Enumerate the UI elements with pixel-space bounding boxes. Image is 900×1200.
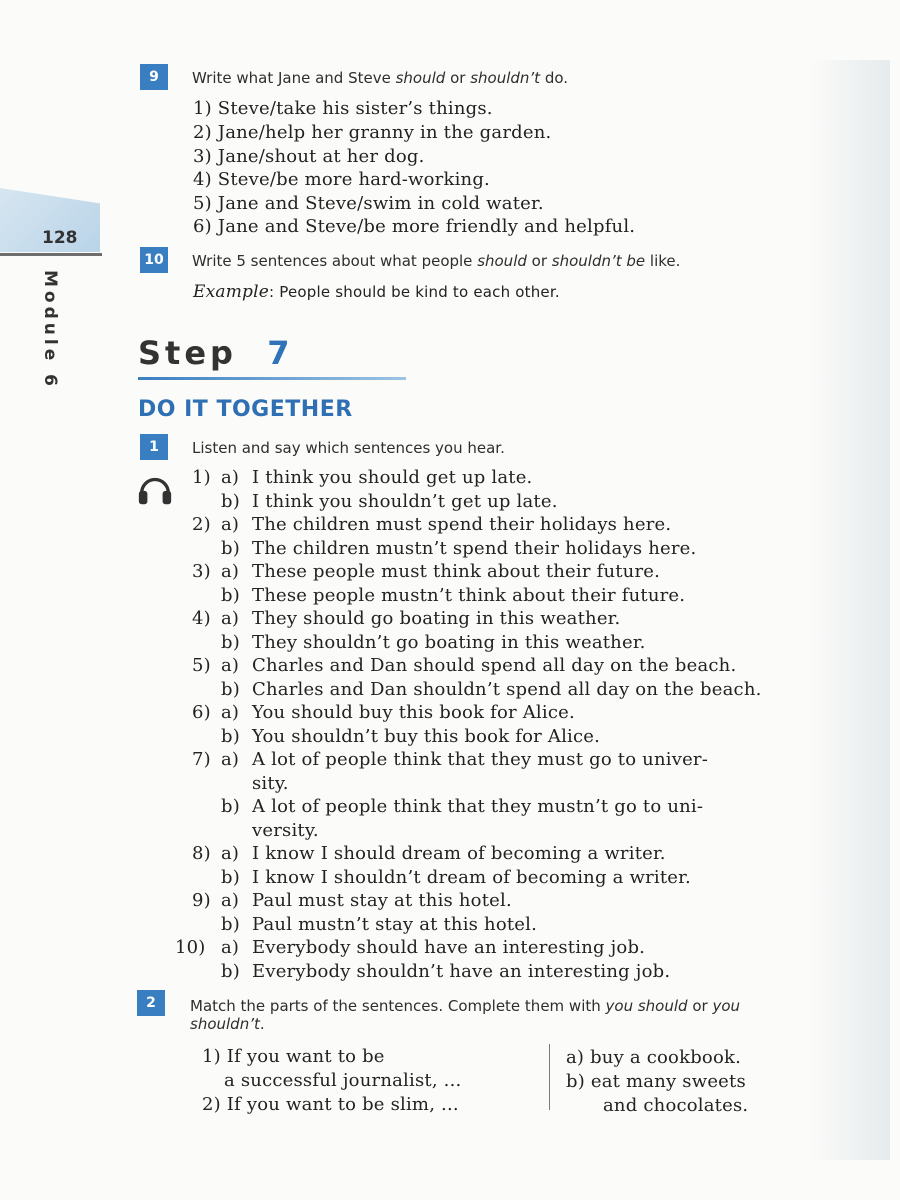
exercise-1-instruction: Listen and say which sentences you hear. — [192, 439, 505, 457]
page-number: 128 — [42, 228, 78, 248]
option-label: a) — [221, 843, 240, 864]
option-label: b) — [221, 491, 240, 512]
exercise-9-item: 1) Steve/take his sister’s things. — [193, 98, 493, 119]
item-number: 5) — [192, 655, 211, 676]
instr-em: shouldn’t be — [551, 252, 646, 270]
section-title: DO IT TOGETHER — [138, 397, 353, 422]
sentence-text: Charles and Dan shouldn’t spend all day on the beach. — [252, 679, 762, 700]
instr-em: should — [395, 69, 446, 87]
option-label: b) — [221, 679, 240, 700]
item-number: 6) — [192, 702, 211, 723]
column-divider — [549, 1044, 550, 1110]
option-label: a) — [221, 561, 240, 582]
instr-text: do. — [540, 69, 569, 87]
sentence-text: They should go boating in this weather. — [252, 608, 621, 629]
instr-em: shouldn’t — [470, 69, 541, 87]
exercise-10-instruction — [192, 252, 680, 270]
sentence-text: versity. — [252, 820, 319, 841]
instr-em: you should — [605, 997, 688, 1015]
sentence-text: Charles and Dan should spend all day on the beach. — [252, 655, 737, 676]
step-underline — [138, 377, 406, 380]
exercise-10-number: 10 — [140, 247, 168, 273]
instr-text: . — [259, 1015, 265, 1033]
sentence-text: These people mustn’t think about their future. — [252, 585, 686, 606]
sentence-text: You should buy this book for Alice. — [252, 702, 575, 723]
step-title — [138, 334, 294, 372]
exercise-10-example — [193, 282, 560, 302]
instr-text: like. — [645, 252, 681, 270]
sentence-text: The children mustn’t spend their holidays here. — [252, 538, 697, 559]
sentence-text: You shouldn’t buy this book for Alice. — [252, 726, 601, 747]
sentence-text: These people must think about their future. — [252, 561, 661, 582]
option-label: a) — [221, 514, 240, 535]
exercise-9-item: 2) Jane/help her granny in the garden. — [193, 122, 552, 143]
item-number: 3) — [192, 561, 211, 582]
exercise-1-number: 1 — [140, 434, 168, 460]
option-label: b) — [221, 632, 240, 653]
option-label: b) — [221, 585, 240, 606]
sentence-text: They shouldn’t go boating in this weather. — [252, 632, 646, 653]
instr-text: Match the parts of the sentences. Complete them with — [190, 997, 606, 1015]
exercise-2-right-part: and chocolates. — [603, 1095, 749, 1116]
sentence-text: A lot of people think that they must go to univer- — [252, 749, 709, 770]
bleed-through-shadow — [810, 60, 890, 1160]
exercise-2-left-part: a successful journalist, ... — [224, 1070, 462, 1091]
exercise-9-item: 4) Steve/be more hard-working. — [193, 169, 490, 190]
item-number: 8) — [192, 843, 211, 864]
example-label: Example — [193, 282, 270, 302]
exercise-9-item: 5) Jane and Steve/swim in cold water. — [193, 193, 544, 214]
tab-rule — [0, 253, 102, 256]
item-number: 7) — [192, 749, 211, 770]
sentence-text: Paul must stay at this hotel. — [252, 890, 512, 911]
exercise-9-number: 9 — [140, 64, 168, 90]
exercise-2-number: 2 — [137, 990, 165, 1016]
step-number: 7 — [267, 334, 294, 372]
sentence-text: The children must spend their holidays here. — [252, 514, 672, 535]
option-label: a) — [221, 890, 240, 911]
option-label: b) — [221, 961, 240, 982]
instr-text: Write what Jane and Steve — [192, 69, 396, 87]
option-label: b) — [221, 796, 240, 817]
sentence-text: I know I shouldn’t dream of becoming a writer. — [252, 867, 691, 888]
option-label: a) — [221, 937, 240, 958]
option-label: b) — [221, 914, 240, 935]
exercise-2-instruction-line2 — [190, 1015, 265, 1033]
instr-em: you — [712, 997, 741, 1015]
option-label: a) — [221, 702, 240, 723]
exercise-9-instruction — [192, 69, 568, 87]
instr-em: should — [477, 252, 527, 270]
item-number: 10) — [175, 937, 206, 958]
instr-em: shouldn’t — [190, 1015, 260, 1033]
sentence-text: A lot of people think that they mustn’t go to uni- — [252, 796, 704, 817]
exercise-2-right-part: b) eat many sweets — [566, 1071, 746, 1092]
headphones-icon — [136, 470, 174, 508]
exercise-2-right-part: a) buy a cookbook. — [566, 1047, 742, 1068]
exercise-2-instruction — [190, 997, 880, 1015]
item-number: 9) — [192, 890, 211, 911]
instr-text: or — [445, 69, 471, 87]
item-number: 1) — [192, 467, 211, 488]
example-text: : People should be kind to each other. — [269, 283, 560, 301]
sentence-text: I think you shouldn’t get up late. — [252, 491, 558, 512]
item-number: 4) — [192, 608, 211, 629]
option-label: b) — [221, 538, 240, 559]
sentence-text: I think you should get up late. — [252, 467, 533, 488]
option-label: b) — [221, 726, 240, 747]
option-label: a) — [221, 467, 240, 488]
step-word: Step — [138, 334, 237, 372]
sentence-text: sity. — [252, 773, 289, 794]
sentence-text: Paul mustn’t stay at this hotel. — [252, 914, 538, 935]
option-label: a) — [221, 749, 240, 770]
exercise-2-left-part: 1) If you want to be — [202, 1046, 385, 1067]
sentence-text: I know I should dream of becoming a writer. — [252, 843, 666, 864]
instr-text: or — [526, 252, 552, 270]
exercise-9-item: 3) Jane/shout at her dog. — [193, 146, 425, 167]
exercise-9-item: 6) Jane and Steve/be more friendly and helpful. — [193, 216, 636, 237]
sentence-text: Everybody should have an interesting job. — [252, 937, 646, 958]
instr-text: Write 5 sentences about what people — [192, 252, 478, 270]
option-label: b) — [221, 867, 240, 888]
module-label: Module 6 — [40, 270, 60, 390]
exercise-2-left-part: 2) If you want to be slim, ... — [202, 1094, 459, 1115]
sentence-text: Everybody shouldn’t have an interesting job. — [252, 961, 671, 982]
item-number: 2) — [192, 514, 211, 535]
option-label: a) — [221, 608, 240, 629]
option-label: a) — [221, 655, 240, 676]
instr-text: or — [687, 997, 713, 1015]
